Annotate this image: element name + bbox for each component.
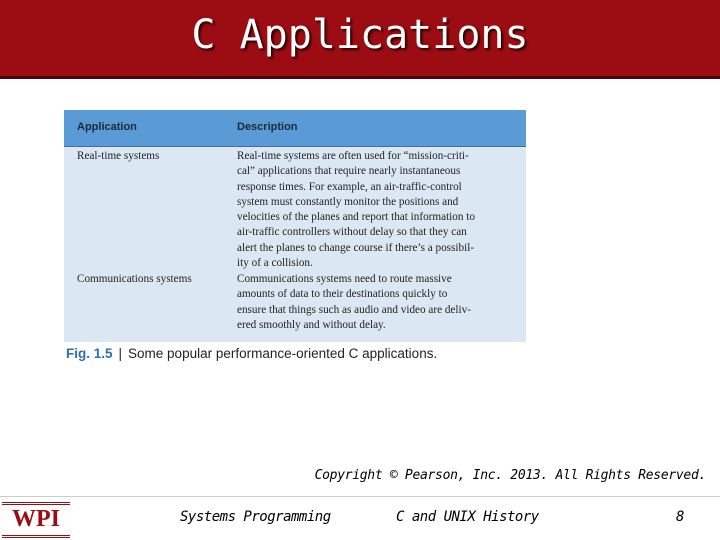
footer-divider (0, 496, 720, 497)
table-header (64, 110, 526, 146)
table-row-description: Real-time systems are often used for “mission-criti- cal” applications that require nearly instantaneous response times. For example, an air-traffic-control system must constantly monitor the positions and velocities of the planes and report that information to air-traffic controllers without delay so that they can alert the planes to change course if there’s a possibil- ity of a collision. (237, 150, 475, 270)
applications-table (64, 110, 526, 342)
header-description: Description (237, 121, 298, 133)
page-number: 8 (676, 509, 684, 525)
figure-label: Fig. 1.5 (66, 346, 113, 361)
copyright-notice: Copyright © Pearson, Inc. 2013. All Rights Reserved. (314, 468, 706, 483)
caption-separator: | (118, 346, 123, 361)
header-divider (64, 146, 526, 147)
caption-text: Some popular performance-oriented C applications. (128, 346, 438, 361)
header-application: Application (77, 121, 137, 133)
table-row-description: Communications systems need to route massive amounts of data to their destinations quickly to ensure that things such as audio and video are deliv- ered smoothly and without delay. (237, 273, 471, 331)
figure-caption (66, 346, 437, 361)
table-row-application: Communications systems (77, 273, 192, 285)
footer-topic: C and UNIX History (396, 509, 539, 525)
slide-title: C Applications (191, 12, 529, 58)
table-row-application: Real-time systems (77, 150, 160, 162)
wpi-logo: WPI (2, 502, 70, 538)
footer-course: Systems Programming (180, 509, 331, 525)
